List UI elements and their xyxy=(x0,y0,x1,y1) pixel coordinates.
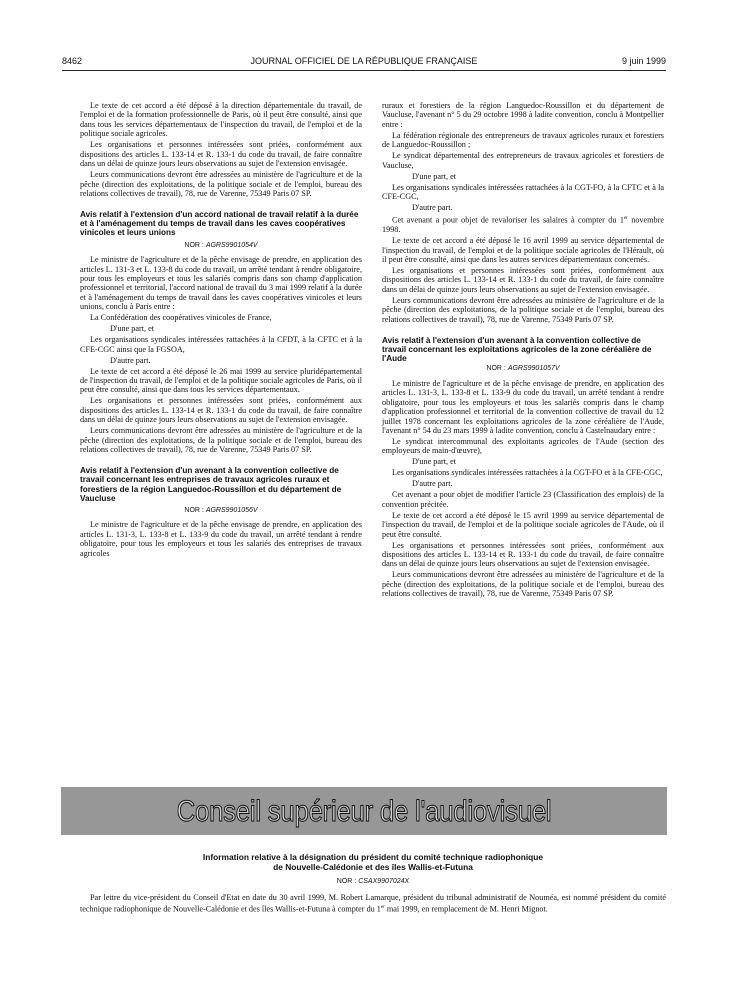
right-column xyxy=(382,101,664,600)
section-banner-title: Conseil supérieur de l'audiovisuel xyxy=(176,795,552,828)
nor-reference: NOR : AGRS9901057V xyxy=(486,365,560,373)
paragraph: Leurs communications devront être adressées au ministère de l'agriculture et de la pêche (direction des exploitations, de la politique sociale et de l'emploi, bureau des relations collectives de travail), 78, rue de Varenne, 75349 Paris 07 SP. xyxy=(382,295,664,324)
paragraph: Le ministre de l'agriculture et de la pêche envisage de prendre, en application des articles L. 131-3, L. 133-8 et L. 133-9 du code du travail, un arrêté tendant à rendre obligatoire, pour tous les employeurs et tous les salariés des entreprises de travaux agricoles xyxy=(80,520,362,558)
paragraph: Les organisations et personnes intéressées sont priées, conformément aux dispositions des articles L. 133-14 et R. 133-1 du code du travail, de faire connaître dans un délai de quinze jours leurs observations au sujet de l'extension envisagée. xyxy=(80,396,362,425)
paragraph: Le syndicat départemental des entrepreneurs de travaux agricoles et forestiers de Vaucluse, xyxy=(382,151,664,170)
info-body: Par lettre du vice-président du Conseil d'Etat en date du 30 avril 1999, M. Robert Lamarque, président du tribunal administratif de Nouméa, est nommé président du comité technique radiophonique de Nouvelle-Calédonie et des îles Wallis-et-Futuna à compter du 1er mai 1999, en remplacement de M. Henri Mignot. xyxy=(80,893,666,914)
paragraph: D'autre part. xyxy=(412,203,453,213)
paragraph: Le texte de cet accord a été déposé à la direction départementale du travail, de l'emploi et de la formation professionnelle de Paris, où il peut être consulté, ainsi que dans tous les services départementaux de l'inspection du travail, de l'emploi et de la politique sociale agricoles. xyxy=(80,101,362,139)
paragraph: Cet avenant a pour objet de revaloriser les salaires à compter du 1er novembre 1998. xyxy=(382,215,664,235)
journal-title: JOURNAL OFFICIEL DE LA RÉPUBLIQUE FRANÇAISE xyxy=(250,56,478,66)
paragraph: D'autre part. xyxy=(110,355,151,365)
paragraph: D'une part, et xyxy=(110,324,154,334)
nor-reference: NOR : CSAX9907024X xyxy=(336,878,410,885)
page-number: 8462 xyxy=(62,56,83,66)
paragraph: D'autre part. xyxy=(412,479,453,489)
nor-reference: NOR : AGRS9901054V xyxy=(184,241,258,249)
info-title: Information relative à la désignation du président du comité technique radiophonique de Nouvelle-Calédonie et des îles Wallis-et-Futuna xyxy=(202,852,544,872)
paragraph: D'une part, et xyxy=(412,171,456,181)
paragraph: Le ministre de l'agriculture et de la pêche envisage de prendre, en application des articles L. 131-3, L. 133-8 et L. 133-9 du code du travail, un arrêté tendant à rendre obligatoire, pour tous les employeurs et tous les salariés compris dans le champ d'application professionnel et territorial de la convention collective de travail du 12 juillet 1978 concernant les exploitations agricoles de la zone céréalière de l'Aude, l'avenant n° 54 du 23 mars 1999 à ladite convention, conclu à Castelnaudary entre : xyxy=(382,378,664,436)
issue-date: 9 juin 1999 xyxy=(621,56,666,66)
paragraph: Le texte de cet accord a été déposé le 16 avril 1999 au service départemental de l'inspection du travail, de l'emploi et de la politique sociale agricoles de l'Hérault, où il peut être consulté, ainsi que dans les autres services départementaux concernés. xyxy=(382,236,664,265)
header-rule xyxy=(62,70,666,71)
paragraph: Les organisations et personnes intéressées sont priées, conformément aux dispositions des articles L. 133-14 et R. 133-1 du code du travail, de faire connaître dans un délai de quinze jours leurs observations au sujet de l'extension envisagée. xyxy=(382,540,664,569)
paragraph: La fédération régionale des entrepreneurs de travaux agricoles ruraux et forestiers de Languedoc-Roussillon ; xyxy=(382,130,664,150)
notice-title: Avis relatif à l'extension d'un accord national de travail relatif à la durée et à l'aménagement du temps de travail dans les caves coopératives vinicoles et leurs unions xyxy=(80,210,359,238)
paragraph: ruraux et forestiers de la région Languedoc-Roussillon et du département de Vaucluse, l'avenant n° 5 du 29 octobre 1998 à ladite convention, conclu à Montpellier entre : xyxy=(382,101,664,129)
paragraph: Leurs communications devront être adressées au ministère de l'agriculture et de la pêche (direction des exploitations, de la politique sociale et de l'emploi, bureau des relations collectives de travail), 78, rue de Varenne, 75349 Paris 07 SP. xyxy=(80,170,362,199)
paragraph: D'une part, et xyxy=(412,457,456,467)
paragraph: Les organisations et personnes intéressées sont priées, conformément aux dispositions des articles L. 133-14 et R. 133-1 du code du travail, de faire connaître dans un délai de quinze jours leurs observations au sujet de l'extension envisagée. xyxy=(80,140,362,169)
section-banner xyxy=(61,787,667,835)
paragraph: Le texte de cet accord a été déposé le 26 mai 1999 au service pluridépartemental de l'inspection du travail, de l'emploi et de la politique sociale agricoles de Paris, où il peut être consulté, ainsi que dans tous les services départementaux. xyxy=(80,366,362,395)
paragraph: Le ministre de l'agriculture et de la pêche envisage de prendre, en application des articles L. 131-3 et L. 133-8 du code du travail, un arrêté tendant à rendre obligatoire, pour tous les employeurs et tous les salariés compris dans son champ d'application professionnel et territorial, l'accord national de travail du 3 mai 1999 relatif à la durée et à l'aménagement du temps de travail dans les caves coopératives vinicoles et leurs unions, conclu à Paris entre : xyxy=(80,255,362,312)
notice-title: Avis relatif à l'extension d'un avenant à la convention collective de travail concernant les exploitations agricoles de la zone céréalière de l'Aude xyxy=(382,335,652,364)
paragraph: Les organisations et personnes intéressées sont priées, conformément aux dispositions des articles L. 133-14 et R. 133-1 du code du travail, de faire connaître dans un délai de quinze jours leurs observations au sujet de l'extension envisagée. xyxy=(382,265,664,294)
left-column xyxy=(80,101,362,560)
paragraph: Cet avenant a pour objet de modifier l'article 23 (Classification des emplois) de la convention précitée. xyxy=(382,490,664,509)
paragraph: La Confédération des coopératives vinicoles de France, xyxy=(90,313,272,323)
paragraph: Leurs communications devront être adressées au ministère de l'agriculture et de la pêche (direction des exploitations, de la politique sociale et de l'emploi, bureau des relations collectives de travail), 78, rue de Varenne, 75349 Paris 07 SP. xyxy=(382,570,664,599)
notice-title: Avis relatif à l'extension d'un avenant à la convention collective de travail concernant les entreprises de travaux agricoles ruraux et forestiers de la région Languedoc-Roussillon et du département de Vaucluse xyxy=(80,466,342,503)
paragraph: Les organisations syndicales intéressées rattachées à la CFDT, à la CFTC et à la CFE-CGC ainsi que la FGSOA, xyxy=(80,335,362,354)
paragraph: Les organisations syndicales intéressées rattachées à la CGT-FO et à la CFE-CGC, xyxy=(392,468,663,478)
nor-reference: NOR : AGRS9901056V xyxy=(184,506,258,514)
paragraph: Le syndicat intercommunal des exploitants agricoles de l'Aude (section des employeurs de main-d'œuvre), xyxy=(382,436,664,456)
paragraph: Leurs communications devront être adressées au ministère de l'agriculture et de la pêche (direction des exploitations, de la politique sociale et de l'emploi, bureau des relations collectives de travail), 78, rue de Varenne, 75349 Paris 07 SP. xyxy=(80,426,362,455)
paragraph: Les organisations syndicales intéressées rattachées à la CGT-FO, à la CFTC et à la CFE-CGC, xyxy=(382,182,664,202)
paragraph: Le texte de cet accord a été déposé le 15 avril 1999 au service départemental de l'inspection du travail, de l'emploi et de la politique sociale agricoles de l'Aude, où il peut être consulté. xyxy=(382,510,664,539)
